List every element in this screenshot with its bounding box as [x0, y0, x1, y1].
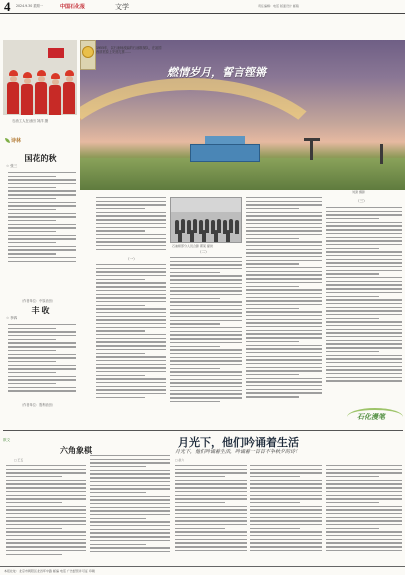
- flag-image: [48, 48, 64, 58]
- poem-title: 国花的秋: [24, 154, 57, 163]
- feature-title: 燃情岁月，誓言铿锵: [167, 67, 266, 79]
- essay-title: 六角象棋: [60, 446, 92, 455]
- section-mark: （二）: [198, 250, 209, 254]
- workers-photo: [3, 40, 77, 115]
- feature-intro: 1955年，以石油师改编的石油勘探队，在祖国西部荒原上安营扎寨……: [96, 46, 162, 55]
- banner-caption: 刘潇 摄影: [352, 190, 365, 194]
- section-mark: （一）: [126, 257, 137, 261]
- essay-column: [6, 465, 86, 557]
- divider: [3, 430, 403, 431]
- essay-column: [90, 455, 170, 555]
- article-column: [96, 264, 166, 400]
- essay-author: □ 王五: [14, 458, 24, 462]
- essay-author: □ 赵六: [175, 458, 185, 462]
- essay-subtitle: 月光下，他们吟诵着生活，吟诵着一首首不争秋夕的诗！: [175, 450, 301, 455]
- poem-title: 丰 收: [31, 306, 50, 315]
- group-photo: [170, 197, 242, 243]
- column-logo-text: 石化漫笔: [357, 413, 385, 421]
- bottom-column-tag: 散文: [3, 438, 11, 442]
- masthead: [0, 0, 405, 14]
- poem-byline: （作者单位：中原油田）: [20, 299, 56, 303]
- essay-column: [175, 465, 247, 554]
- poem-body: [8, 324, 76, 394]
- section-name: 文学: [115, 3, 129, 11]
- photo-caption: 石油工人在油田 刘洋 摄: [12, 119, 49, 123]
- poem-author: ☆ 张三: [6, 164, 18, 168]
- newspaper-logo: 中国石化报: [60, 4, 86, 10]
- page-number: 4: [4, 0, 11, 14]
- article-column: [246, 197, 322, 400]
- feature-banner-image: [80, 40, 405, 190]
- article-column: [170, 257, 242, 405]
- medal-icon: [82, 46, 94, 58]
- column-logo: [347, 408, 403, 426]
- essay-main-title: 月光下，他们吟诵着生活: [178, 437, 299, 449]
- photo-caption: 石油师部分人员合影 郭某 提供: [172, 244, 213, 248]
- column-header: [3, 136, 78, 146]
- editor-info: 责任编辑：电话 版面设计 邮箱: [258, 4, 299, 8]
- section-mark: （三）: [356, 199, 367, 203]
- poem-byline: （作者单位：胜利油田）: [20, 403, 56, 407]
- leaf-icon: [5, 138, 10, 143]
- issue-date: 2024.9.30 星期一: [16, 4, 43, 8]
- article-column: [326, 207, 402, 384]
- poem-body: [8, 172, 76, 264]
- poem-author: ☆ 李四: [6, 316, 18, 320]
- column-tag: 诗林: [11, 138, 22, 144]
- footer: 本报社址：北京市朝阳区北四环中路 邮编 电话 广告经营许可证 印刷: [0, 566, 405, 575]
- essay-column: [326, 465, 402, 554]
- article-column: [96, 197, 166, 252]
- essay-column: [250, 465, 322, 554]
